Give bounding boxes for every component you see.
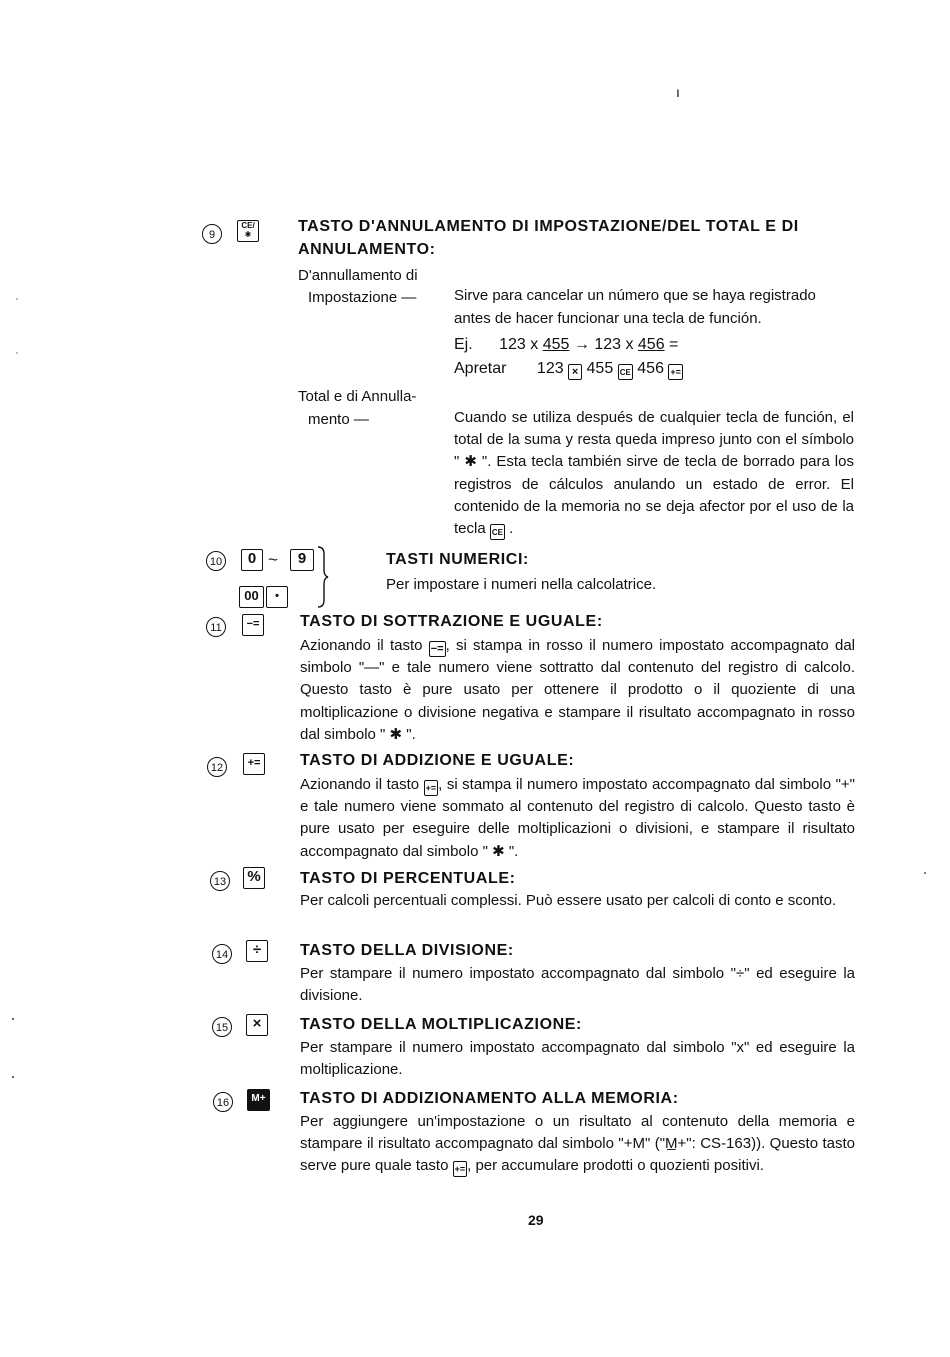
decimal-point-key-icon: • bbox=[266, 586, 288, 608]
description-line: antes de hacer funcionar una tecla de función. bbox=[454, 310, 762, 327]
subheading: mento — bbox=[308, 411, 369, 428]
scan-speck bbox=[12, 1018, 14, 1020]
section-title: TASTO DI ADDIZIONE E UGUALE: bbox=[300, 752, 575, 769]
section-text: Per calcoli percentuali complessi. Può essere usato per calcoli di conto e sconto. bbox=[300, 892, 837, 909]
brace-icon bbox=[314, 546, 330, 608]
double-zero-key-icon: 00 bbox=[239, 586, 264, 608]
digit-0-key-icon: 0 bbox=[241, 549, 263, 571]
section-text: , per accumulare prodotti o quozienti positivi. bbox=[467, 1157, 764, 1175]
divide-key-icon: ÷ bbox=[246, 940, 268, 962]
example-line bbox=[454, 336, 678, 354]
item-number-circle: 9 bbox=[202, 224, 222, 244]
section-text: Per stampare il numero impostato accompagnato dal simbolo "÷" ed eseguire la divisione. bbox=[300, 965, 855, 1005]
description-line: Sirve para cancelar un número que se haya registrado bbox=[454, 287, 816, 304]
section-text: Azionando il tasto bbox=[300, 637, 423, 654]
example-text: = bbox=[664, 336, 679, 353]
subheading: Impostazione — bbox=[308, 289, 417, 306]
ce-clear-key-icon: CE bbox=[618, 364, 633, 380]
section-text: Per aggiungere un'impostazione o un risultato al contenuto della memoria e stampare il risultato accompagnato dal simbolo "+M" ("M̲+": CS-163)). Questo tasto serve pure quale tasto bbox=[300, 1113, 855, 1175]
plus-equal-key-icon: += bbox=[424, 780, 439, 796]
section-paragraph bbox=[300, 1111, 855, 1178]
press-value: 455 bbox=[586, 360, 614, 377]
item-number-circle: 14 bbox=[212, 944, 232, 964]
item-number-circle: 13 bbox=[210, 871, 230, 891]
section-title: TASTI NUMERICI: bbox=[386, 551, 529, 568]
press-label: Apretar bbox=[454, 360, 507, 377]
section-title-continued: ANNULAMENTO: bbox=[298, 241, 436, 258]
stray-mark: ı bbox=[676, 84, 680, 100]
minus-equal-key-icon: −= bbox=[242, 614, 264, 636]
section-text: , si stampa in rosso il numero impostato accompagnato dal simbolo "—" e tale numero viene sottratto dal contenuto del registro di calcolo. Questo tasto è pure usato per ottenere il prodotto o il quoziente di una moltiplicazione o divisione negativa e stampare il risultato accompagnato in rosso dal simbolo " ✱ ". bbox=[300, 637, 855, 743]
section-title: TASTO DELLA MOLTIPLICAZIONE: bbox=[300, 1016, 582, 1033]
section-text: Per stampare il numero impostato accompagnato dal simbolo "x" ed eseguire la moltiplicazione. bbox=[300, 1039, 855, 1079]
description-text: Cuando se utiliza después de cualquier tecla de función, el total de la suma y resta queda impreso junto con el símbolo " ✱ ". Esta tecla también sirve de tecla de borrado para los registros de cálculos anulando un estado de error. El contenido de la memoria no se deja afector por el uso de la tecla bbox=[454, 409, 854, 538]
section-text: Azionando il tasto bbox=[300, 776, 420, 793]
example-value: 456 bbox=[637, 336, 665, 353]
item-number-circle: 11 bbox=[206, 617, 226, 637]
item-number-circle: 15 bbox=[212, 1017, 232, 1037]
minus-equal-key-icon: −= bbox=[430, 643, 444, 655]
section-title: TASTO DI PERCENTUALE: bbox=[300, 870, 516, 887]
multiply-key-icon: × bbox=[246, 1014, 268, 1036]
multiply-key-icon: × bbox=[568, 364, 582, 380]
ce-clear-key-icon: CE/✱ bbox=[237, 220, 259, 242]
plus-equal-key-icon: += bbox=[668, 364, 683, 380]
section-title: TASTO DELLA DIVISIONE: bbox=[300, 942, 514, 959]
section-title: TASTO DI ADDIZIONAMENTO ALLA MEMORIA: bbox=[300, 1090, 679, 1107]
example-text: → 123 x bbox=[569, 336, 638, 353]
percent-key-icon: % bbox=[243, 867, 265, 889]
description-end: . bbox=[509, 520, 514, 538]
press-value: 456 bbox=[637, 360, 664, 377]
example-label: Ej. bbox=[454, 336, 473, 353]
press-line bbox=[454, 360, 683, 380]
section-text: Per impostare i numeri nella calcolatrice. bbox=[386, 576, 657, 593]
press-value: 123 bbox=[536, 360, 564, 377]
page-number: 29 bbox=[528, 1212, 544, 1228]
memory-plus-key-icon: M+ bbox=[247, 1089, 270, 1111]
subheading: Total e di Annulla- bbox=[298, 388, 417, 405]
section-text: , si stampa il numero impostato accompagnato dal simbolo "+" e tale numero viene sommato al contenuto del registro di calcolo. Questo tasto è pure usato per eseguire delle moltiplicazioni o divisioni, e stampare il risultato accompagnato dal simbolo " ✱ ". bbox=[300, 776, 855, 860]
scan-speck bbox=[16, 352, 18, 354]
plus-equal-key-icon: += bbox=[453, 1161, 468, 1177]
description-paragraph bbox=[454, 407, 854, 540]
scan-speck bbox=[924, 872, 926, 874]
digit-9-key-icon: 9 bbox=[290, 549, 314, 571]
example-text: 123 x bbox=[499, 336, 543, 353]
plus-equal-key-icon: += bbox=[243, 753, 265, 775]
subheading: D'annullamento di bbox=[298, 267, 418, 284]
ce-clear-key-icon: CE bbox=[490, 524, 505, 540]
scan-speck bbox=[12, 1076, 14, 1078]
scan-speck bbox=[16, 298, 18, 300]
section-title: TASTO D'ANNULAMENTO DI IMPOSTAZIONE/DEL TOTAL E DI bbox=[298, 218, 799, 235]
section-paragraph bbox=[300, 774, 855, 863]
item-number-circle: 10 bbox=[206, 551, 226, 571]
section-paragraph bbox=[300, 635, 855, 746]
range-tilde: ~ bbox=[268, 550, 278, 569]
section-title: TASTO DI SOTTRAZIONE E UGUALE: bbox=[300, 613, 603, 630]
item-number-circle: 12 bbox=[207, 757, 227, 777]
item-number-circle: 16 bbox=[213, 1092, 233, 1112]
example-value: 455 bbox=[542, 336, 570, 353]
